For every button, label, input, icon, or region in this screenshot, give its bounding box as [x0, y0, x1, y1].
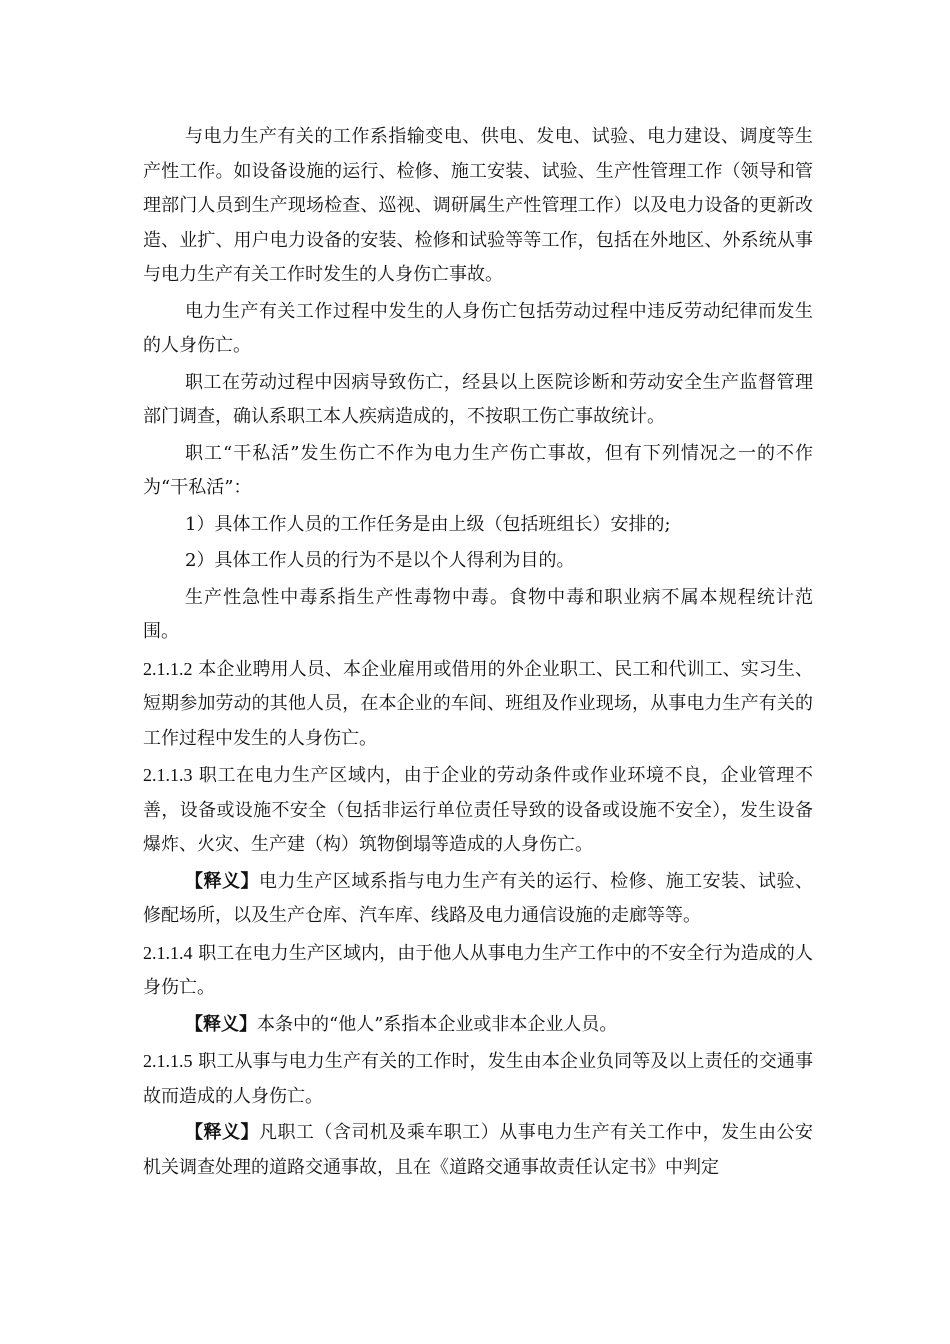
clause-number: 2.1.1.4	[143, 942, 193, 963]
list-item-2: 2）具体工作人员的行为不是以个人得利为目的。	[185, 550, 575, 571]
clause-number: 2.1.1.2	[143, 658, 193, 679]
clause-2-1-1-4: 2.1.1.4 职工在电力生产区域内，由于他人从事电力生产工作中的不安全行为造成的人身伤亡。	[143, 942, 813, 998]
clause-number: 2.1.1.5	[143, 1051, 193, 1071]
clause-2-1-1-2: 2.1.1.2 本企业聘用人员、本企业雇用或借用的外企业职工、民工和代训工、实习生、短期参加劳动的其他人员，在本企业的车间、班组及作业现场，从事电力生产有关的工作过程中发生的人身伤亡。	[143, 658, 813, 749]
note-label: 【释义】	[185, 870, 259, 892]
paragraph-illness: 职工在劳动过程中因病导致伤亡，经县以上医院诊断和劳动安全生产监督管理部门调查，确认系职工本人疾病造成的，不按职工伤亡事故统计。	[143, 371, 813, 427]
clause-2-1-1-3: 2.1.1.3 职工在电力生产区域内，由于企业的劳动条件或作业环境不良，企业管理不善，设备或设施不安全（包括非运行单位责任导致的设备或设施不安全），发生设备爆炸、火灾、生产建（构）筑物倒塌等造成的人身伤亡。	[143, 765, 813, 855]
list-item-1: 1）具体工作人员的工作任务是由上级（包括班组长）安排的;	[185, 513, 671, 535]
note-label: 【释义】	[185, 1013, 257, 1035]
note-traffic-accident: 【释义】凡职工（含司机及乘车职工）从事电力生产有关工作中，发生由公安机关调查处理的道路交通事故，且在《道路交通事故责任认定书》中判定	[143, 1122, 814, 1178]
clause-2-1-1-5: 2.1.1.5 职工从事与电力生产有关的工作时，发生由本企业负同等及以上责任的交通事故而造成的人身伤亡。	[143, 1051, 813, 1107]
note-others: 【释义】本条中的“他人”系指本企业或非本企业人员。	[185, 1013, 618, 1035]
paragraph-private-work: 职工“干私活”发生伤亡不作为电力生产伤亡事故，但有下列情况之一的不作为“干私活”：	[143, 442, 813, 498]
note-production-area: 【释义】电力生产区域系指与电力生产有关的运行、检修、施工安装、试验、修配场所，以及生产仓库、汽车库、线路及电力通信设施的走廊等等。	[143, 870, 814, 926]
document-body	[143, 120, 813, 1187]
paragraph-work-definition: 与电力生产有关的工作系指输变电、供电、发电、试验、电力建设、调度等生产性工作。如设备设施的运行、检修、施工安装、试验、生产性管理工作（领导和管理部门人员到生产现场检查、巡视、调研属生产性管理工作）以及电力设备的更新改造、业扩、用户电力设备的安装、检修和试验等等工作，包括在外地区、外系统从事与电力生产有关工作时发生的人身伤亡事故。	[143, 126, 813, 285]
paragraph-poisoning: 生产性急性中毒系指生产性毒物中毒。食物中毒和职业病不属本规程统计范围。	[143, 586, 813, 642]
clause-number: 2.1.1.3	[143, 765, 193, 785]
paragraph-labor-discipline: 电力生产有关工作过程中发生的人身伤亡包括劳动过程中违反劳动纪律而发生的人身伤亡。	[143, 300, 813, 356]
note-label: 【释义】	[185, 1122, 259, 1143]
